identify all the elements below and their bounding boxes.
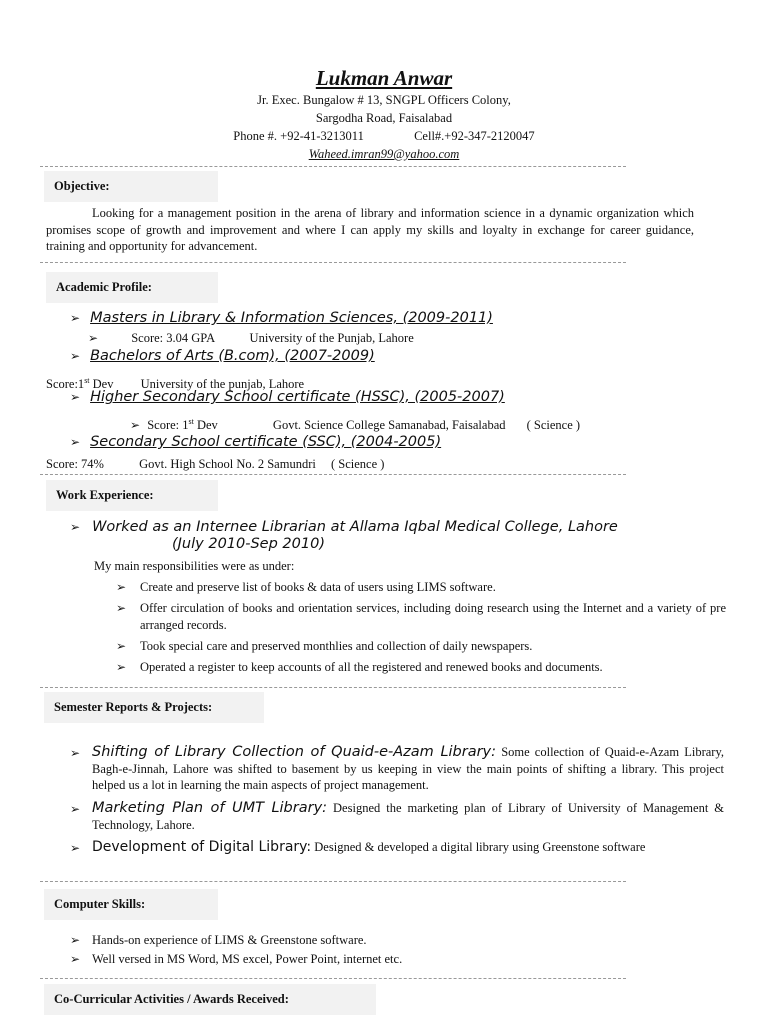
list-item-text: Operated a register to keep accounts of all the registered and renewed books and documents. xyxy=(140,660,603,674)
institute: Govt. High School No. 2 Samundri xyxy=(139,457,316,471)
list-item-text: Took special care and preserved monthlies and collection of daily newspapers. xyxy=(140,639,533,653)
divider xyxy=(40,881,626,882)
bullet-icon: ➢ xyxy=(130,418,141,433)
divider xyxy=(40,262,626,263)
bullet-icon: ➢ xyxy=(70,520,81,534)
phone-line xyxy=(0,129,768,144)
address-line-1: Jr. Exec. Bungalow # 13, SNGPL Officers Colony, xyxy=(257,93,511,107)
institute: University of the punjab, Lahore xyxy=(140,377,305,392)
score: Score: 74% xyxy=(46,457,104,471)
score: Score: 3.04 GPA xyxy=(131,331,215,345)
bullet-icon: ➢ xyxy=(70,841,81,855)
bullet-icon: ➢ xyxy=(116,639,127,653)
project-title: Shifting of Library Collection of Quaid-e-Azam Library: xyxy=(92,744,497,760)
degree-masters xyxy=(70,309,493,327)
job-dates: (July 2010-Sep 2010) xyxy=(172,536,325,552)
list-item-text: Well versed in MS Word, MS excel, Power Point, internet etc. xyxy=(92,952,403,966)
responsibilities-intro: My main responsibilities were as under: xyxy=(94,559,295,573)
objective-text: Looking for a management position in the arena of library and information science in a dynamic organization which promises scope of growth and improvement and where I can apply my skills and loyalty in exchange for career guidance, training and opportunity for advancement. xyxy=(46,206,694,253)
stream: ( Science ) xyxy=(330,457,385,471)
job-role: Worked as an Internee Librarian at Allama Iqbal Medical College, Lahore xyxy=(92,519,618,535)
job-title xyxy=(70,518,618,536)
work-heading: Work Experience: xyxy=(46,480,218,511)
bullet-icon: ➢ xyxy=(70,311,81,325)
projects-heading: Semester Reports & Projects: xyxy=(44,692,264,723)
project-item xyxy=(70,800,724,833)
divider xyxy=(40,978,626,979)
score-line xyxy=(130,414,580,434)
bullet-icon: ➢ xyxy=(116,601,127,615)
divider xyxy=(40,474,626,475)
bullet-icon: ➢ xyxy=(116,580,127,594)
project-item xyxy=(70,839,724,856)
phone-number: Phone #. +92-41-3213011 xyxy=(233,129,364,143)
list-item-text: Create and preserve list of books & data of users using LIMS software. xyxy=(140,580,496,594)
bullet-icon: ➢ xyxy=(70,952,81,966)
degree-hssc xyxy=(70,388,505,406)
list-item xyxy=(116,579,726,596)
project-title: Development of Digital Library: xyxy=(92,839,312,855)
bullet-icon: ➢ xyxy=(70,802,81,816)
project-item xyxy=(70,744,724,794)
project-desc: Designed & developed a digital library using Greenstone software xyxy=(314,840,646,854)
degree-bachelors xyxy=(70,347,375,365)
email-line xyxy=(0,147,768,162)
list-item xyxy=(116,659,726,676)
divider xyxy=(40,166,626,167)
bullet-icon: ➢ xyxy=(70,349,81,363)
email-link[interactable]: Waheed.imran99@yahoo.com xyxy=(308,147,460,161)
institute: University of the Punjab, Lahore xyxy=(249,331,414,345)
degree-title: Secondary School certificate (SSC), (2004-2005) xyxy=(90,434,442,450)
skills-heading: Computer Skills: xyxy=(44,889,218,920)
list-item xyxy=(116,638,726,655)
resume-name: Lukman Anwar xyxy=(315,66,453,90)
bullet-icon: ➢ xyxy=(70,933,81,947)
score: Score: 1st Dev xyxy=(147,417,218,433)
list-item-text: Hands-on experience of LIMS & Greenstone software. xyxy=(92,933,367,947)
degree-title: Masters in Library & Information Sciences, (2009-2011) xyxy=(90,310,493,326)
cocurricular-heading: Co-Curricular Activities / Awards Received: xyxy=(44,984,376,1015)
institute: Govt. Science College Samanabad, Faisalabad xyxy=(272,418,506,433)
bullet-icon: ➢ xyxy=(116,660,127,674)
score: Score:1st Dev xyxy=(46,376,114,392)
score-line xyxy=(46,456,384,473)
degree-title: Higher Secondary School certificate (HSSC), (2005-2007) xyxy=(90,389,505,405)
cell-number: Cell#.+92-347-2120047 xyxy=(414,129,535,143)
stream: ( Science ) xyxy=(526,418,581,433)
list-item xyxy=(116,600,726,633)
bullet-icon: ➢ xyxy=(70,746,81,760)
divider xyxy=(40,687,626,688)
bullet-icon: ➢ xyxy=(88,331,99,345)
bullet-icon: ➢ xyxy=(70,435,81,449)
academic-heading: Academic Profile: xyxy=(46,272,218,303)
degree-title: Bachelors of Arts (B.com), (2007-2009) xyxy=(90,348,375,364)
objective-heading: Objective: xyxy=(44,171,218,202)
list-item xyxy=(70,951,690,968)
score-line xyxy=(88,330,414,347)
address-line-2: Sargodha Road, Faisalabad xyxy=(315,111,453,125)
project-desc: Designed the marketing plan of Library of University of Management & Technology, Lahore. xyxy=(92,801,724,832)
bullet-icon: ➢ xyxy=(70,390,81,404)
project-title: Marketing Plan of UMT Library: xyxy=(92,800,328,816)
project-desc: Some collection of Quaid-e-Azam Library, Bagh-e-Jinnah, Lahore was shifted to basement by us keeping in view the main points of shifting a library. This project helped us a lot in learning the main aspects of project management. xyxy=(92,745,725,792)
list-item xyxy=(70,932,690,949)
list-item-text: Offer circulation of books and orientation services, including doing research using the Internet and a variety of pre arranged records. xyxy=(140,601,726,632)
degree-ssc xyxy=(70,433,441,451)
